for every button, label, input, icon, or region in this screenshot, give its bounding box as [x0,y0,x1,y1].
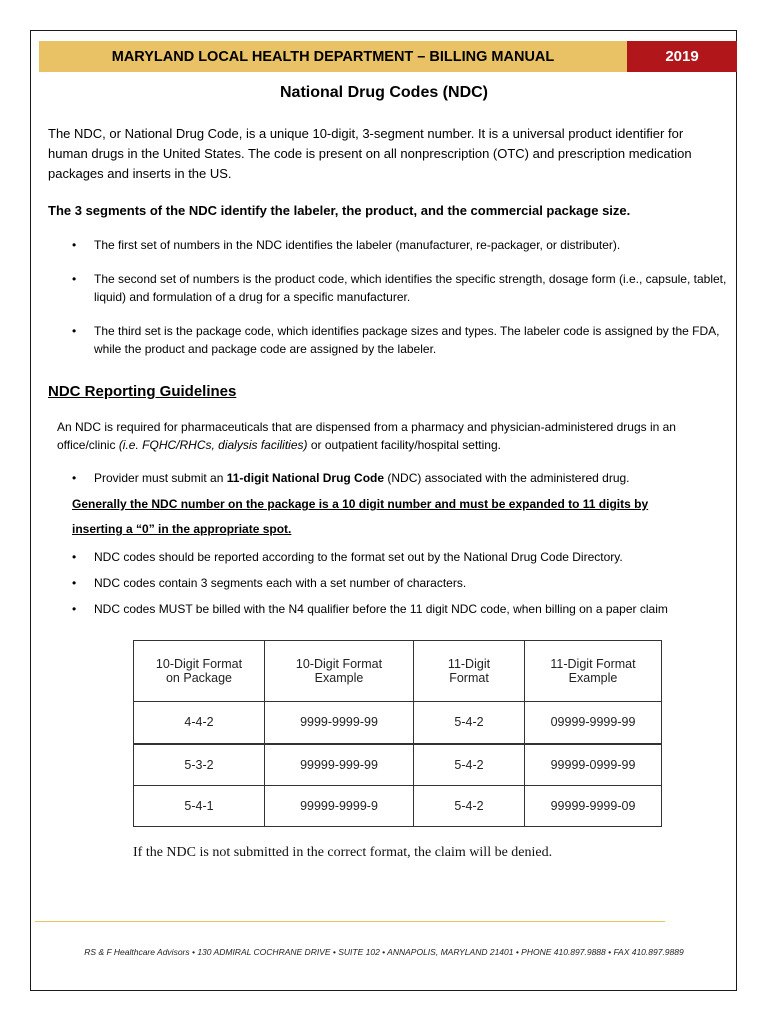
table-cell: 99999-9999-09 [525,786,662,827]
table-cell: 5-4-2 [414,702,525,744]
table-header-cell [414,641,525,702]
guideline-bullet-submit [72,469,630,487]
guideline-bullet-n4-qualifier: • NDC codes MUST be billed with the N4 qualifier before the 11 digit NDC code, when billing on a paper claim [72,600,668,618]
table-cell: 5-3-2 [134,744,265,786]
header-title: MARYLAND LOCAL HEALTH DEPARTMENT – BILLING MANUAL [39,41,627,72]
header-line: 10-Digit Format [295,657,383,671]
table-cell: 5-4-2 [414,744,525,786]
header-line: Format [449,671,489,685]
table-cell: 99999-0999-99 [525,744,662,786]
table-cell: 99999-999-99 [265,744,414,786]
table-row [134,744,662,786]
section-title-guidelines: NDC Reporting Guidelines [48,383,237,400]
table-header-row [134,641,662,702]
expansion-note-line-2: inserting a “0” in the appropriate spot. [72,522,292,536]
guideline-bullet-directory: • NDC codes should be reported according to the format set out by the National Drug Code Directory. [72,548,623,566]
table-cell: 99999-9999-9 [265,786,414,827]
header-year-badge: 2019 [627,41,737,72]
guideline-bullet-submit-tail: (NDC) associated with the administered drug. [384,471,630,485]
document-title: National Drug Codes (NDC) [280,84,488,101]
guideline-bullet-submit-text: Provider must submit an [94,471,227,485]
expansion-note-line-1: Generally the NDC number on the package is a 10 digit number and must be expanded to 11 digits by [72,497,649,511]
table-cell: 4-4-2 [134,702,265,744]
guideline-bullet-submit-bold: 11-digit National Drug Code [226,471,385,485]
table-header-cell [525,641,662,702]
header-line: 11-Digit Format [550,657,636,671]
segments-list [72,236,727,358]
table-row [134,702,662,744]
table-cell: 9999-9999-99 [265,702,414,744]
header-line: 10-Digit Format [155,657,243,671]
footer-contact: RS & F Healthcare Advisors • 130 ADMIRAL COCHRANE DRIVE • SUITE 102 • ANNAPOLIS, MARYLAND 21401 • PHONE 410.897.9888 • FAX 410.897.9889 [84,947,684,957]
table-cell: 5-4-2 [414,786,525,827]
guideline-bullet-segments: • NDC codes contain 3 segments each with a set number of characters. [72,574,466,592]
header-line: 11-Digit [447,657,491,671]
table-header-cell [134,641,265,702]
segment-item-labeler: • The first set of numbers in the NDC identifies the labeler (manufacturer, re-packager, or distributer). [72,236,727,254]
guidelines-intro [57,418,725,454]
table-cell: 09999-9999-99 [525,702,662,744]
footer-divider [35,921,665,922]
table-row [134,786,662,827]
header-line: Example [568,671,618,685]
guidelines-intro-italic: (i.e. FQHC/RHCs, dialysis facilities) [118,438,308,452]
segments-lead: The 3 segments of the NDC identify the labeler, the product, and the commercial package size. [48,203,631,218]
table-header-cell [265,641,414,702]
table-cell: 5-4-1 [134,786,265,827]
header-line: Example [314,671,364,685]
header-line: on Package [165,671,233,685]
intro-paragraph: The NDC, or National Drug Code, is a unique 10-digit, 3-segment number. It is a universal product identifier for human drugs in the United States. The code is present on all nonprescription (OTC) and prescription medication packages and inserts in the US. [48,126,692,181]
denial-note: If the NDC is not submitted in the correct format, the claim will be denied. [133,845,553,860]
guidelines-intro-tail: or outpatient facility/hospital setting. [307,438,501,452]
ndc-format-table [133,640,662,827]
guidelines-intro-text: An NDC is required for pharmaceuticals that are dispensed from a pharmacy and physician-administered drugs in an office/clinic [57,420,676,452]
segment-item-product: • The second set of numbers is the product code, which identifies the specific strength, dosage form (i.e., capsule, tablet, liquid) and formulation of a drug for a specific manufacturer. [72,270,727,306]
segment-item-package: • The third set is the package code, which identifies package sizes and types. The labeler code is assigned by the FDA, while the product and package code are assigned by the labeler. [72,322,727,358]
